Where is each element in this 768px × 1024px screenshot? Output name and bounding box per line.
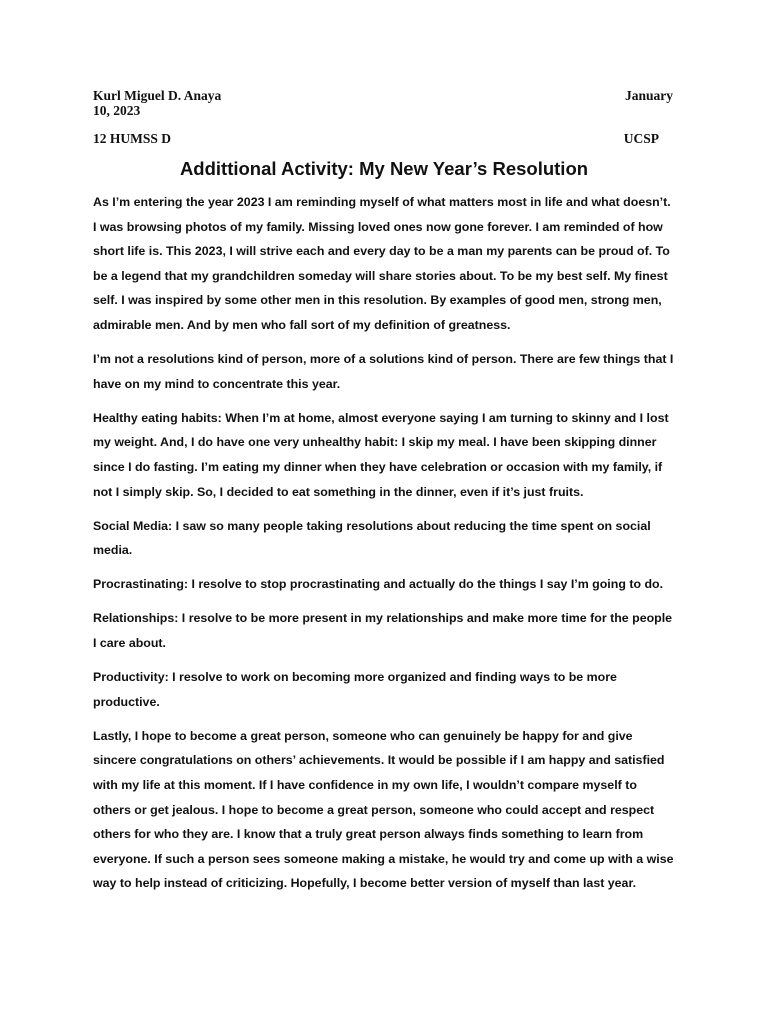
paragraph-social-media: Social Media: I saw so many people taking resolutions about reducing the time spent on social media.	[93, 518, 651, 558]
author-name: Kurl Miguel D. Anaya	[93, 88, 222, 103]
paragraph-procrastinating: Procrastinating: I resolve to stop procrastinating and actually do the things I say I’m going to do.	[93, 577, 664, 592]
subject-label: UCSP	[623, 131, 659, 146]
paragraph-productivity: Productivity: I resolve to work on becoming more organized and finding ways to be more productive.	[93, 670, 617, 709]
paragraph-conclusion: Lastly, I hope to become a great person, someone who can genuinely be happy for and give sincere congratulations on others’ achievements. It would be possible if I am happy and satisfied with my life at this moment. If I have confidence in my own life, I wouldn’t compare myself to others or get jealous. I hope to become a great person, someone who could accept and respect others for who they are. I know that a truly great person always finds something to learn from everyone. If such a person sees someone making a mistake, he would try and come up with a wise way to help instead of criticizing. Hopefully, I become better version of myself than last year.	[93, 728, 674, 891]
paragraph-healthy-eating: Healthy eating habits: When I’m at home, almost everyone saying I am turning to skinny and I lost my weight. And, I do have one very unhealthy habit: I skip my meal. I have been skipping dinner since I do fasting. I’m eating my dinner when they have celebration or occasion with my family, if not I simply skip. So, I decided to eat something in the dinner, even if it’s just fruits.	[93, 410, 669, 499]
date-month: January	[624, 88, 673, 103]
paragraph-relationships: Relationships: I resolve to be more present in my relationships and make more time for the people I care about.	[93, 611, 673, 650]
header-author-date	[93, 88, 673, 118]
header-row-2	[93, 131, 673, 146]
header-section-subject	[93, 131, 673, 146]
header-row-1b	[93, 103, 673, 118]
date-day-year: 10, 2023	[93, 103, 141, 118]
document-body	[93, 190, 675, 905]
section-label: 12 HUMSS D	[93, 131, 172, 146]
paragraph-solutions: I’m not a resolutions kind of person, more of a solutions kind of person. There are few things that I have on my mind to concentrate this year.	[93, 352, 674, 391]
header-row-1	[93, 88, 673, 103]
paragraph-intro: As I’m entering the year 2023 I am reminding myself of what matters most in life and what doesn’t. I was browsing photos of my family. Missing loved ones now gone forever. I am reminded of how short life is. This 2023, I will strive each and every day to be a man my parents can be proud of. To be a legend that my grandchildren someday will share stories about. To be my best self. My finest self. I was inspired by some other men in this resolution. By examples of good men, strong men, admirable men. And by men who fall sort of my definition of greatness.	[93, 195, 671, 332]
document-title: Addittional Activity: My New Year’s Resolution	[179, 158, 589, 179]
